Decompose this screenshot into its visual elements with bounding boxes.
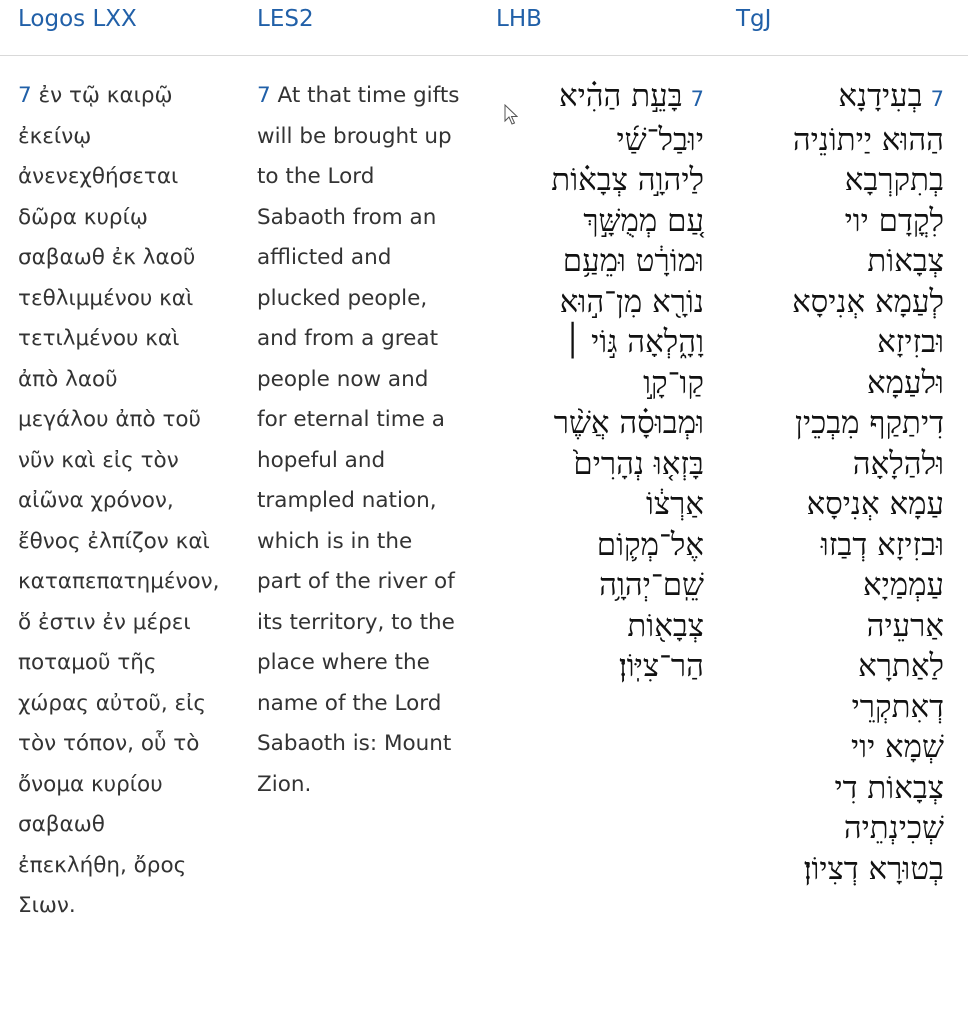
verse-line [18, 76, 243, 117]
verse-line [718, 76, 944, 120]
verse-line: וּלהַלָאָה [852, 445, 944, 482]
verse-line: וּבזִיזָא [877, 324, 944, 360]
verse-line: צְבָא֖וֹת [627, 607, 704, 644]
verse-line: בְתִקרְבָא [844, 162, 944, 198]
column-title-les2[interactable]: LES2 [257, 6, 314, 32]
verse-line: וָהָ֑לְאָה גּ֣וֹי ׀ [563, 324, 704, 360]
column-tgj [718, 76, 944, 889]
verse-line: ἐκείνῳ [18, 123, 92, 149]
verse-number[interactable]: 7 [257, 83, 271, 108]
verse-line: ἀπὸ λαοῦ [18, 366, 118, 392]
verse-line: צְבָאוֹת [867, 243, 944, 279]
verse-line: Sabaoth from an [257, 204, 437, 230]
verse-line: ἐπεκλήθη, ὄρος [18, 852, 187, 878]
verse-line: ποταμοῦ τῆς [18, 650, 157, 675]
verse-number[interactable]: 7 [690, 87, 704, 111]
column-logos-lxx [18, 76, 243, 927]
verse-line: χώρας αὐτοῦ, εἰς [18, 690, 207, 716]
verse-line: Σιων. [18, 893, 76, 918]
verse-line: דְאִתקְרֵי [851, 688, 944, 725]
verse-line: ἀνενεχθήσεται [18, 164, 179, 189]
verse-line: σαβαωθ [18, 812, 105, 837]
verse-line: τὸν τόπον, οὗ τὸ [18, 731, 200, 756]
verse-line: וּלעַמָא [867, 364, 944, 401]
verse-line: its territory, to the [257, 609, 455, 635]
verse-line: ὅ ἐστιν ἐν μέρει [18, 609, 191, 635]
verse-line: הַהוּא יַיתוֹנֵיה [792, 121, 944, 158]
verse-line: plucked people, [257, 285, 428, 311]
verse-line: וּבזִיזָא דְבַזוּ [820, 526, 944, 563]
verse-line: Zion. [257, 771, 312, 797]
verse-line: to the Lord [257, 164, 375, 189]
verse-line: trampled nation, [257, 488, 437, 513]
column-title-lhb[interactable]: LHB [496, 6, 542, 32]
verse-number[interactable]: 7 [930, 87, 944, 111]
mouse-cursor-icon [504, 104, 518, 126]
verse-number[interactable]: 7 [18, 83, 32, 108]
verse-text: בְעִידָנָא [838, 78, 923, 114]
verse-line: שְׁמָא יוי [851, 729, 944, 765]
verse-line: לִקֳדָם יוי [844, 202, 944, 239]
verse-line: שְׁכִינְתֵיה [843, 810, 944, 846]
verse-line: σαβαωθ ἐκ λαοῦ [18, 245, 196, 270]
verse-line: and from a great [257, 326, 439, 351]
verse-line: τεθλιμμένου καὶ [18, 285, 194, 311]
verse-line: לְעַמָא אְנִיסָא [792, 283, 944, 320]
verse-line: יוּבַל־שַׁ֜י [616, 121, 704, 158]
column-header-bar [0, 0, 968, 56]
verse-line: עַמָא אְנִיסָא [806, 486, 944, 522]
verse-line: part of the river of [257, 569, 455, 594]
verse-line: will be brought up [257, 123, 452, 149]
verse-line: בָּזְא֤וּ נְהָרִים֙ [573, 445, 704, 482]
verse-line: hopeful and [257, 447, 386, 473]
verse-line: afflicted and [257, 245, 392, 270]
verse-line: וּמוֹרָ֔ט וּמֵעַ֥ם [562, 243, 704, 279]
column-title-logos-lxx[interactable]: Logos LXX [18, 6, 137, 32]
verse-line: אַרעֵיה [866, 607, 944, 644]
verse-line: בְטוּרָא דְצִיוֹן׃ [803, 850, 944, 887]
verse-line: καταπεπατημένον, [18, 569, 220, 594]
verse-line: Sabaoth is: Mount [257, 731, 452, 756]
verse-line: עַ֚ם מְמֻשָּׁ֣ךְ [583, 202, 704, 239]
verse-text: בָּעֵ֣ת הַהִ֗יא [558, 78, 683, 114]
verse-line: נוֹרָ֖א מִן־ה֣וּא [559, 283, 704, 320]
verse-line: לַיהוָ֣ה צְבָא֗וֹת [551, 162, 704, 198]
verse-line: וּמְבוּסָ֗ה אֲשֶׁ֨ר [553, 405, 704, 441]
column-title-tgj[interactable]: TgJ [736, 6, 772, 32]
verse-text: At that time gifts [270, 83, 460, 108]
verse-line: αἰῶνα χρόνον, [18, 488, 174, 513]
verse-line: צְבָאוֹת דִי [834, 769, 944, 806]
verse-line: ὄνομα κυρίου [18, 771, 163, 797]
verse-line: עַמְמַיָא [862, 567, 944, 603]
verse-line: for eternal time a [257, 407, 445, 432]
verse-line: μεγάλου ἀπὸ τοῦ [18, 407, 201, 432]
verse-line: name of the Lord [257, 690, 442, 716]
verse-line: אַרְצ֔וֹ [645, 486, 704, 522]
verse-line: שֵֽׁם־יְהוָ֥ה [599, 567, 704, 603]
verse-line [257, 76, 482, 117]
verse-line: קַו־קָ֣ו [643, 364, 704, 401]
verse-line: ἔθνος ἐλπίζον καὶ [18, 528, 210, 554]
verse-line: people now and [257, 366, 429, 392]
verse-line: which is in the [257, 528, 413, 554]
verse-line: אֶל־מְק֛וֹם [596, 526, 704, 563]
column-les2 [257, 76, 482, 805]
verse-line: לַאַתרָא [858, 648, 944, 684]
verse-line: place where the [257, 650, 430, 675]
verse-line: νῦν καὶ εἰς τὸν [18, 447, 179, 473]
verse-line: τετιλμένου καὶ [18, 326, 180, 351]
column-lhb [478, 76, 704, 687]
verse-line: δῶρα κυρίῳ [18, 204, 148, 230]
verse-line: דִיתַקַף מִבְכֵין [795, 405, 944, 441]
verse-line: הַר־צִיּֽוֹן׃ [618, 648, 704, 684]
verse-text: ἐν τῷ καιρῷ [31, 83, 173, 108]
